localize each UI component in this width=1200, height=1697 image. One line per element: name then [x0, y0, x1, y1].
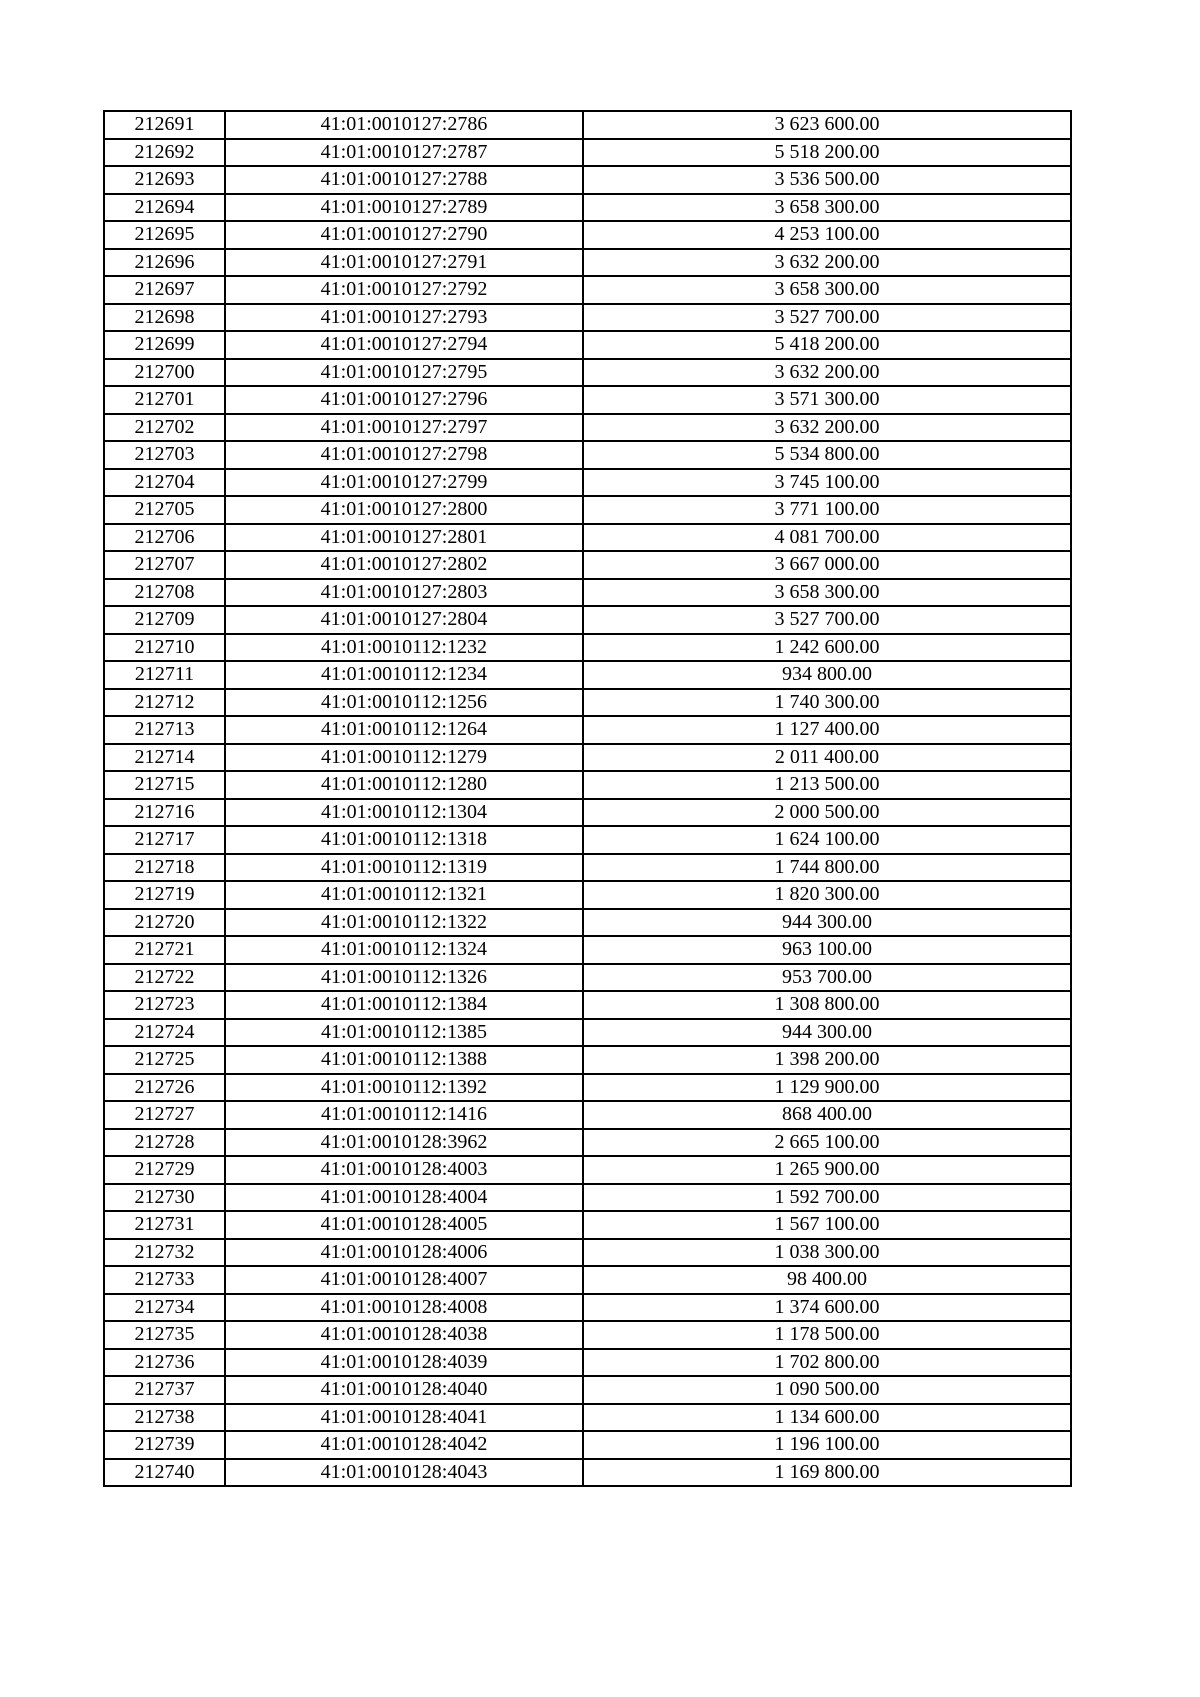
row-number-cell: 212720: [104, 909, 225, 937]
table-row: [104, 1239, 1071, 1267]
cadastral-number-cell: 41:01:0010127:2799: [225, 469, 583, 497]
table-row: [104, 1156, 1071, 1184]
table-row: [104, 771, 1071, 799]
cadastral-number-cell: 41:01:0010127:2802: [225, 551, 583, 579]
cadastral-number-cell: 41:01:0010112:1319: [225, 854, 583, 882]
table-row: [104, 441, 1071, 469]
cadastral-number-cell: 41:01:0010112:1385: [225, 1019, 583, 1047]
cadastral-number-cell: 41:01:0010127:2791: [225, 249, 583, 277]
cadastral-value-cell: 1 090 500.00: [583, 1376, 1071, 1404]
table-row: [104, 991, 1071, 1019]
cadastral-value-cell: 3 527 700.00: [583, 606, 1071, 634]
table-row: [104, 964, 1071, 992]
row-number-cell: 212707: [104, 551, 225, 579]
row-number-cell: 212731: [104, 1211, 225, 1239]
table-row: [104, 386, 1071, 414]
cadastral-value-cell: 5 518 200.00: [583, 139, 1071, 167]
cadastral-number-cell: 41:01:0010112:1234: [225, 661, 583, 689]
cadastral-value-cell: 3 632 200.00: [583, 359, 1071, 387]
cadastral-value-cell: 1 129 900.00: [583, 1074, 1071, 1102]
row-number-cell: 212694: [104, 194, 225, 222]
cadastral-number-cell: 41:01:0010128:4004: [225, 1184, 583, 1212]
cadastral-number-cell: 41:01:0010127:2801: [225, 524, 583, 552]
table-row: [104, 854, 1071, 882]
cadastral-number-cell: 41:01:0010112:1318: [225, 826, 583, 854]
row-number-cell: 212714: [104, 744, 225, 772]
row-number-cell: 212703: [104, 441, 225, 469]
row-number-cell: 212713: [104, 716, 225, 744]
row-number-cell: 212706: [104, 524, 225, 552]
cadastral-value-cell: 3 745 100.00: [583, 469, 1071, 497]
row-number-cell: 212711: [104, 661, 225, 689]
row-number-cell: 212700: [104, 359, 225, 387]
cadastral-value-table: [103, 110, 1072, 1487]
table-row: [104, 1184, 1071, 1212]
table-row: [104, 1211, 1071, 1239]
cadastral-number-cell: 41:01:0010112:1321: [225, 881, 583, 909]
row-number-cell: 212725: [104, 1046, 225, 1074]
cadastral-number-cell: 41:01:0010112:1279: [225, 744, 583, 772]
cadastral-value-cell: 953 700.00: [583, 964, 1071, 992]
table-row: [104, 1349, 1071, 1377]
row-number-cell: 212701: [104, 386, 225, 414]
cadastral-number-cell: 41:01:0010112:1304: [225, 799, 583, 827]
table-row: [104, 1019, 1071, 1047]
cadastral-number-cell: 41:01:0010128:4043: [225, 1459, 583, 1487]
cadastral-value-cell: 3 632 200.00: [583, 249, 1071, 277]
row-number-cell: 212709: [104, 606, 225, 634]
cadastral-value-cell: 2 000 500.00: [583, 799, 1071, 827]
table-row: [104, 744, 1071, 772]
row-number-cell: 212730: [104, 1184, 225, 1212]
row-number-cell: 212696: [104, 249, 225, 277]
table-row: [104, 1431, 1071, 1459]
cadastral-number-cell: 41:01:0010127:2795: [225, 359, 583, 387]
cadastral-value-cell: 944 300.00: [583, 1019, 1071, 1047]
table-row: [104, 634, 1071, 662]
table-row: [104, 716, 1071, 744]
table-row: [104, 1294, 1071, 1322]
row-number-cell: 212738: [104, 1404, 225, 1432]
table-row: [104, 496, 1071, 524]
cadastral-number-cell: 41:01:0010128:4041: [225, 1404, 583, 1432]
table-row: [104, 331, 1071, 359]
row-number-cell: 212723: [104, 991, 225, 1019]
row-number-cell: 212699: [104, 331, 225, 359]
table-row: [104, 1321, 1071, 1349]
table-row: [104, 579, 1071, 607]
row-number-cell: 212698: [104, 304, 225, 332]
cadastral-value-cell: 1 592 700.00: [583, 1184, 1071, 1212]
table-row: [104, 799, 1071, 827]
cadastral-value-cell: 3 658 300.00: [583, 276, 1071, 304]
row-number-cell: 212736: [104, 1349, 225, 1377]
table-row: [104, 221, 1071, 249]
row-number-cell: 212712: [104, 689, 225, 717]
cadastral-value-cell: 3 632 200.00: [583, 414, 1071, 442]
table-row: [104, 551, 1071, 579]
table-row: [104, 469, 1071, 497]
row-number-cell: 212737: [104, 1376, 225, 1404]
cadastral-number-cell: 41:01:0010127:2788: [225, 166, 583, 194]
cadastral-value-cell: 5 418 200.00: [583, 331, 1071, 359]
cadastral-value-cell: 1 265 900.00: [583, 1156, 1071, 1184]
cadastral-value-cell: 1 038 300.00: [583, 1239, 1071, 1267]
row-number-cell: 212692: [104, 139, 225, 167]
table-body: [104, 111, 1071, 1486]
cadastral-value-cell: 3 667 000.00: [583, 551, 1071, 579]
cadastral-number-cell: 41:01:0010128:4003: [225, 1156, 583, 1184]
cadastral-value-cell: 2 011 400.00: [583, 744, 1071, 772]
table-row: [104, 1459, 1071, 1487]
cadastral-value-cell: 1 398 200.00: [583, 1046, 1071, 1074]
table-row: [104, 304, 1071, 332]
table-row: [104, 909, 1071, 937]
cadastral-value-cell: 3 527 700.00: [583, 304, 1071, 332]
row-number-cell: 212719: [104, 881, 225, 909]
cadastral-number-cell: 41:01:0010127:2794: [225, 331, 583, 359]
cadastral-value-cell: 1 178 500.00: [583, 1321, 1071, 1349]
cadastral-value-cell: 4 081 700.00: [583, 524, 1071, 552]
cadastral-value-cell: 98 400.00: [583, 1266, 1071, 1294]
row-number-cell: 212734: [104, 1294, 225, 1322]
cadastral-number-cell: 41:01:0010112:1416: [225, 1101, 583, 1129]
cadastral-number-cell: 41:01:0010127:2793: [225, 304, 583, 332]
cadastral-value-cell: 1 567 100.00: [583, 1211, 1071, 1239]
row-number-cell: 212702: [104, 414, 225, 442]
row-number-cell: 212722: [104, 964, 225, 992]
table-row: [104, 1101, 1071, 1129]
table-row: [104, 1074, 1071, 1102]
row-number-cell: 212733: [104, 1266, 225, 1294]
row-number-cell: 212704: [104, 469, 225, 497]
cadastral-number-cell: 41:01:0010127:2786: [225, 111, 583, 139]
table-row: [104, 826, 1071, 854]
cadastral-value-cell: 1 213 500.00: [583, 771, 1071, 799]
row-number-cell: 212708: [104, 579, 225, 607]
row-number-cell: 212717: [104, 826, 225, 854]
table-row: [104, 276, 1071, 304]
table-row: [104, 524, 1071, 552]
row-number-cell: 212727: [104, 1101, 225, 1129]
cadastral-number-cell: 41:01:0010112:1392: [225, 1074, 583, 1102]
cadastral-number-cell: 41:01:0010127:2798: [225, 441, 583, 469]
cadastral-value-cell: 1 744 800.00: [583, 854, 1071, 882]
cadastral-number-cell: 41:01:0010127:2787: [225, 139, 583, 167]
cadastral-number-cell: 41:01:0010112:1322: [225, 909, 583, 937]
cadastral-number-cell: 41:01:0010112:1388: [225, 1046, 583, 1074]
cadastral-value-cell: 934 800.00: [583, 661, 1071, 689]
cadastral-value-cell: 1 308 800.00: [583, 991, 1071, 1019]
table-row: [104, 689, 1071, 717]
cadastral-value-cell: 1 374 600.00: [583, 1294, 1071, 1322]
row-number-cell: 212715: [104, 771, 225, 799]
table-row: [104, 936, 1071, 964]
cadastral-value-cell: 1 127 400.00: [583, 716, 1071, 744]
row-number-cell: 212724: [104, 1019, 225, 1047]
table-row: [104, 249, 1071, 277]
cadastral-number-cell: 41:01:0010112:1264: [225, 716, 583, 744]
cadastral-number-cell: 41:01:0010112:1232: [225, 634, 583, 662]
cadastral-value-cell: 1 820 300.00: [583, 881, 1071, 909]
cadastral-number-cell: 41:01:0010128:4039: [225, 1349, 583, 1377]
cadastral-value-cell: 2 665 100.00: [583, 1129, 1071, 1157]
table-row: [104, 1376, 1071, 1404]
cadastral-number-cell: 41:01:0010128:3962: [225, 1129, 583, 1157]
row-number-cell: 212735: [104, 1321, 225, 1349]
cadastral-value-cell: 963 100.00: [583, 936, 1071, 964]
table-row: [104, 139, 1071, 167]
cadastral-number-cell: 41:01:0010128:4007: [225, 1266, 583, 1294]
table-row: [104, 194, 1071, 222]
table-row: [104, 1046, 1071, 1074]
cadastral-number-cell: 41:01:0010128:4005: [225, 1211, 583, 1239]
table-row: [104, 881, 1071, 909]
cadastral-value-cell: 3 571 300.00: [583, 386, 1071, 414]
cadastral-value-cell: 1 624 100.00: [583, 826, 1071, 854]
cadastral-number-cell: 41:01:0010127:2804: [225, 606, 583, 634]
cadastral-number-cell: 41:01:0010127:2792: [225, 276, 583, 304]
cadastral-number-cell: 41:01:0010127:2797: [225, 414, 583, 442]
table-row: [104, 111, 1071, 139]
row-number-cell: 212721: [104, 936, 225, 964]
row-number-cell: 212728: [104, 1129, 225, 1157]
row-number-cell: 212739: [104, 1431, 225, 1459]
cadastral-value-cell: 3 536 500.00: [583, 166, 1071, 194]
row-number-cell: 212726: [104, 1074, 225, 1102]
row-number-cell: 212740: [104, 1459, 225, 1487]
cadastral-value-cell: 4 253 100.00: [583, 221, 1071, 249]
table-row: [104, 606, 1071, 634]
cadastral-value-cell: 1 196 100.00: [583, 1431, 1071, 1459]
row-number-cell: 212718: [104, 854, 225, 882]
row-number-cell: 212691: [104, 111, 225, 139]
row-number-cell: 212705: [104, 496, 225, 524]
row-number-cell: 212716: [104, 799, 225, 827]
cadastral-value-cell: 1 242 600.00: [583, 634, 1071, 662]
cadastral-value-cell: 1 169 800.00: [583, 1459, 1071, 1487]
cadastral-value-cell: 1 702 800.00: [583, 1349, 1071, 1377]
table-row: [104, 1266, 1071, 1294]
cadastral-number-cell: 41:01:0010112:1326: [225, 964, 583, 992]
row-number-cell: 212729: [104, 1156, 225, 1184]
row-number-cell: 212732: [104, 1239, 225, 1267]
row-number-cell: 212697: [104, 276, 225, 304]
row-number-cell: 212695: [104, 221, 225, 249]
table-row: [104, 661, 1071, 689]
cadastral-number-cell: 41:01:0010127:2790: [225, 221, 583, 249]
cadastral-value-cell: 1 740 300.00: [583, 689, 1071, 717]
row-number-cell: 212693: [104, 166, 225, 194]
cadastral-number-cell: 41:01:0010112:1324: [225, 936, 583, 964]
cadastral-number-cell: 41:01:0010128:4040: [225, 1376, 583, 1404]
cadastral-number-cell: 41:01:0010112:1384: [225, 991, 583, 1019]
table-row: [104, 359, 1071, 387]
cadastral-number-cell: 41:01:0010127:2803: [225, 579, 583, 607]
cadastral-value-cell: 868 400.00: [583, 1101, 1071, 1129]
cadastral-value-cell: 944 300.00: [583, 909, 1071, 937]
cadastral-number-cell: 41:01:0010127:2796: [225, 386, 583, 414]
table-row: [104, 1129, 1071, 1157]
cadastral-value-cell: 3 771 100.00: [583, 496, 1071, 524]
table-row: [104, 414, 1071, 442]
cadastral-number-cell: 41:01:0010127:2800: [225, 496, 583, 524]
cadastral-number-cell: 41:01:0010128:4042: [225, 1431, 583, 1459]
table-row: [104, 1404, 1071, 1432]
cadastral-number-cell: 41:01:0010112:1256: [225, 689, 583, 717]
cadastral-value-cell: 3 658 300.00: [583, 579, 1071, 607]
table-row: [104, 166, 1071, 194]
cadastral-value-cell: 5 534 800.00: [583, 441, 1071, 469]
cadastral-number-cell: 41:01:0010128:4038: [225, 1321, 583, 1349]
row-number-cell: 212710: [104, 634, 225, 662]
cadastral-value-cell: 3 623 600.00: [583, 111, 1071, 139]
cadastral-value-cell: 1 134 600.00: [583, 1404, 1071, 1432]
cadastral-number-cell: 41:01:0010127:2789: [225, 194, 583, 222]
cadastral-number-cell: 41:01:0010112:1280: [225, 771, 583, 799]
cadastral-number-cell: 41:01:0010128:4006: [225, 1239, 583, 1267]
cadastral-value-cell: 3 658 300.00: [583, 194, 1071, 222]
cadastral-number-cell: 41:01:0010128:4008: [225, 1294, 583, 1322]
